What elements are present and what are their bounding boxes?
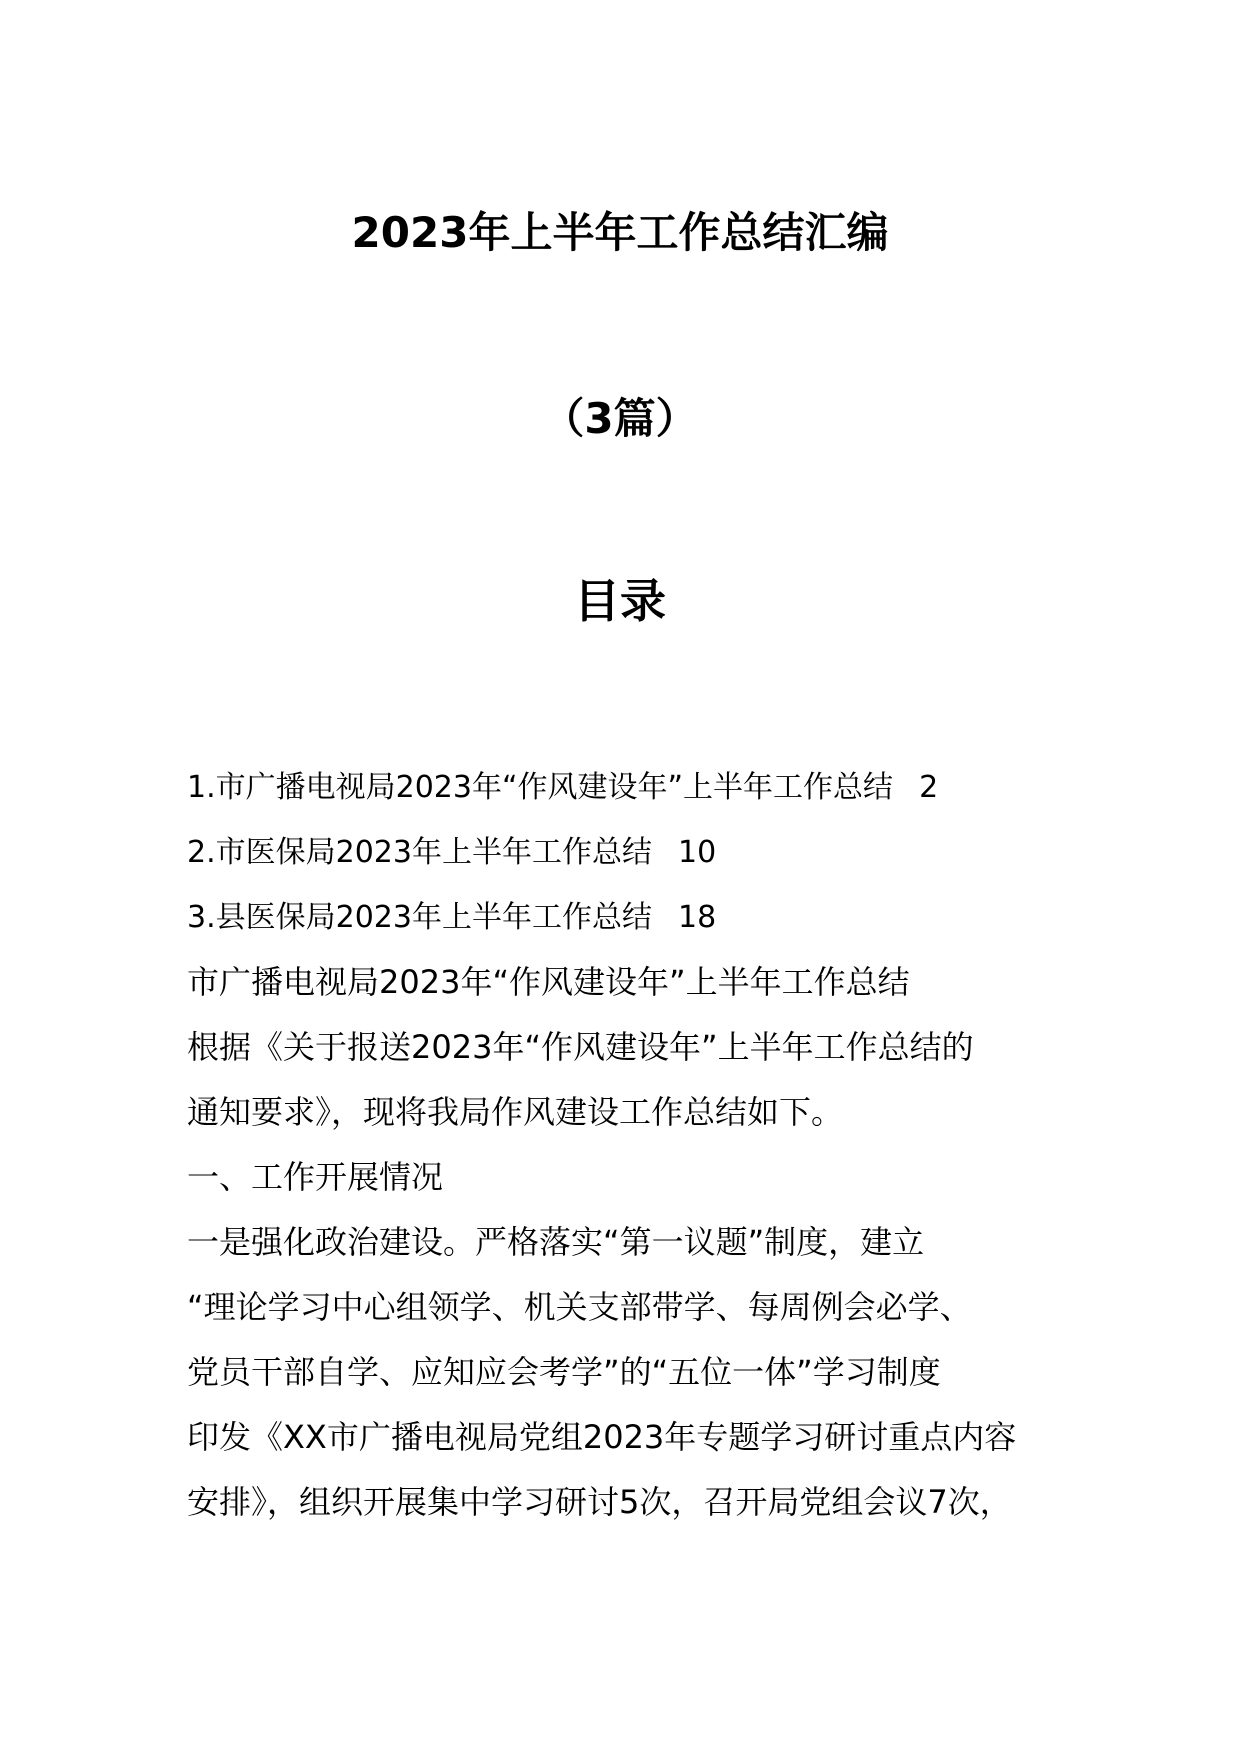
toc-entry-page: 2: [919, 770, 939, 805]
document-subtitle: （3篇）: [542, 394, 698, 443]
section-heading: 一、工作开展情况: [187, 1158, 444, 1196]
section-title: 市广播电视局2023年“作风建设年”上半年工作总结: [187, 963, 910, 1001]
toc-entry-label: 1.市广播电视局2023年“作风建设年”上半年工作总结: [187, 770, 894, 805]
body-line: 印发《XX市广播电视局党组2023年专题学习研讨重点内容: [187, 1418, 1017, 1456]
table-of-contents: [187, 755, 1087, 950]
toc-entry-label: 3.县医保局2023年上半年工作总结: [187, 900, 652, 935]
body-line: 根据《关于报送2023年“作风建设年”上半年工作总结的: [187, 1028, 974, 1066]
toc-entry-page: 10: [677, 835, 717, 870]
toc-entry[interactable]: [187, 885, 1087, 950]
toc-entry[interactable]: [187, 755, 1087, 820]
body-line: 一是强化政治建设。严格落实“第一议题”制度，建立: [187, 1223, 925, 1261]
toc-entry-page: 18: [677, 900, 717, 935]
body-line: 通知要求》，现将我局作风建设工作总结如下。: [187, 1093, 844, 1131]
body-line: 安排》，组织开展集中学习研讨5次，召开局党组会议7次，: [187, 1483, 1012, 1521]
toc-heading: 目录: [574, 574, 666, 628]
document-title: 2023年上半年工作总结汇编: [351, 208, 889, 257]
body-line: 党员干部自学、应知应会考学”的“五位一体”学习制度: [187, 1353, 941, 1391]
body-line: “理论学习中心组领学、机关支部带学、每周例会必学、: [187, 1288, 972, 1326]
toc-entry[interactable]: [187, 820, 1087, 885]
document-body: [187, 950, 1067, 1535]
toc-entry-label: 2.市医保局2023年上半年工作总结: [187, 835, 652, 870]
